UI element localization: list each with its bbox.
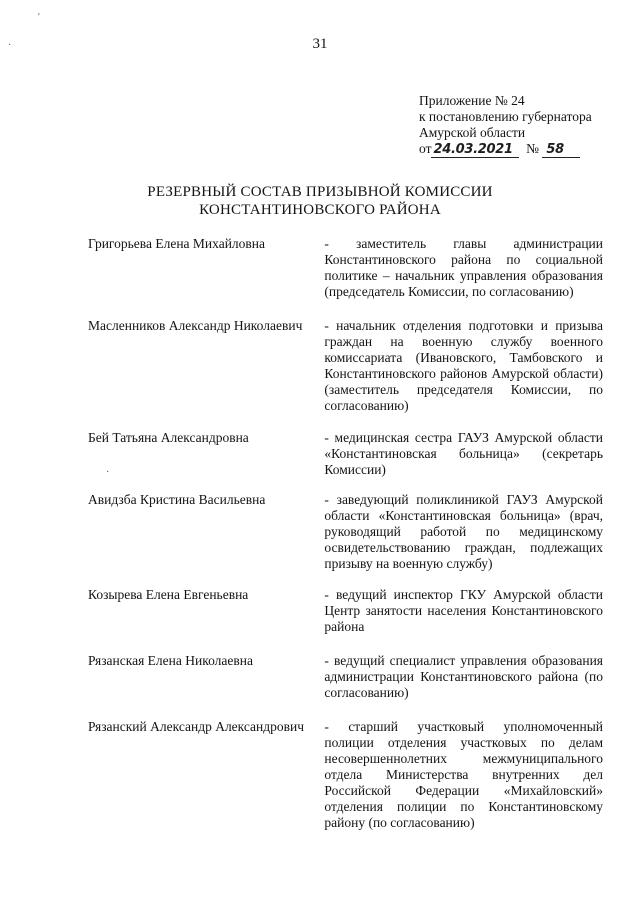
members-list bbox=[88, 236, 603, 846]
member-name: Авидзба Кристина Васильевна bbox=[88, 492, 266, 507]
member-name: Рязанский Александр Александрович bbox=[88, 719, 305, 734]
appendix-date-line bbox=[419, 141, 619, 158]
member-name: Бей Татьяна Александровна bbox=[88, 430, 249, 445]
date-prefix: от bbox=[419, 141, 432, 156]
page-number: 31 bbox=[312, 36, 328, 52]
member-row bbox=[88, 587, 603, 635]
appendix-line-1: Приложение № 24 bbox=[419, 93, 525, 108]
member-name: Масленников Александр Николаевич bbox=[88, 318, 303, 333]
document-title bbox=[0, 183, 640, 219]
scan-speck: ' bbox=[38, 12, 40, 23]
member-role: - старший участковый уполномоченный полиции отделения участковых по делам несовершеннолетних межмуниципального отдела Министерства внутренних дел Российской Федерации «Михайловский» отделения полиции по Константиновскому району (по согласованию) bbox=[324, 719, 603, 830]
title-line-1: РЕЗЕРВНЫЙ СОСТАВ ПРИЗЫВНОЙ КОМИССИИ bbox=[147, 184, 493, 200]
member-role: - заместитель главы администрации Константиновского района по социальной политике – начальник управления образования (председатель Комиссии, по согласованию) bbox=[324, 236, 603, 299]
scan-speck: · bbox=[8, 40, 12, 51]
member-name: Григорьева Елена Михайловна bbox=[88, 236, 266, 251]
member-role: - медицинская сестра ГАУЗ Амурской области «Константиновская больница» (секретарь Комиссии) bbox=[324, 430, 603, 477]
member-row bbox=[88, 492, 603, 572]
member-name: Рязанская Елена Николаевна bbox=[88, 653, 253, 668]
member-row bbox=[88, 236, 603, 300]
title-line-2: КОНСТАНТИНОВСКОГО РАЙОНА bbox=[199, 202, 441, 218]
member-row bbox=[88, 653, 603, 701]
member-role: - заведующий поликлиникой ГАУЗ Амурской области «Константиновская больница» (врач, руководящий работой по медицинскому освидетельствованию граждан, подлежащих призыву на военную службу) bbox=[324, 492, 603, 571]
member-row bbox=[88, 318, 603, 414]
date-value: 24.03.2021 bbox=[431, 143, 518, 158]
number-prefix: № bbox=[526, 141, 539, 156]
appendix-line-3: Амурской области bbox=[419, 125, 526, 140]
appendix-block bbox=[419, 93, 619, 158]
number-value: 58 bbox=[542, 143, 580, 158]
member-role: - ведущий инспектор ГКУ Амурской области Центр занятости населения Константиновского района bbox=[324, 587, 603, 634]
appendix-line-2: к постановлению губернатора bbox=[419, 109, 592, 124]
member-row bbox=[88, 719, 603, 831]
member-role: - ведущий специалист управления образования администрации Константиновского района (по согласованию) bbox=[324, 653, 603, 700]
member-row bbox=[88, 430, 603, 478]
scan-speck: · bbox=[106, 467, 110, 478]
member-role: - начальник отделения подготовки и призыва граждан на военную службу военного комиссариата (Ивановского, Тамбовского и Константиновского районов Амурской области) (заместитель председателя Комиссии, по согласованию) bbox=[324, 318, 603, 413]
member-name: Козырева Елена Евгеньевна bbox=[88, 587, 249, 602]
